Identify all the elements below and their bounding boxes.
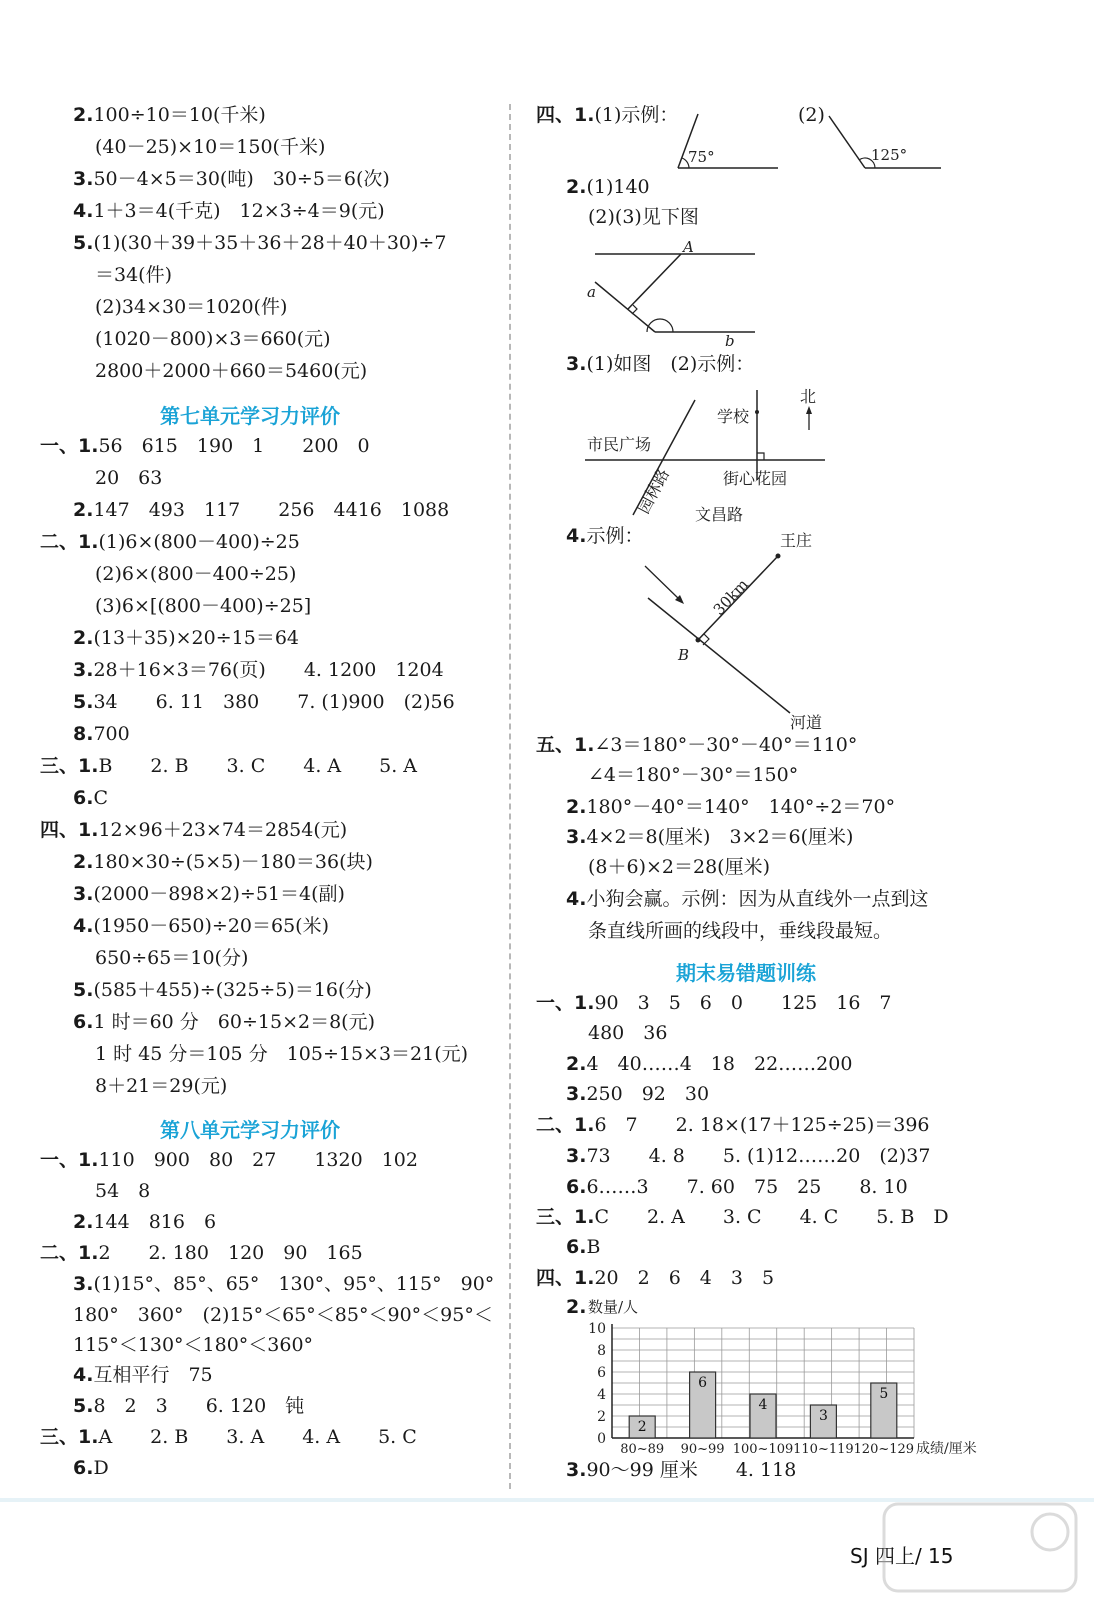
left-answer-line <box>73 1455 109 1481</box>
town-label: 王庄 <box>780 531 813 550</box>
left-answer-line <box>40 753 417 779</box>
answer-text: 28＋16×3＝76(页) 4. 1200 1204 <box>93 659 444 681</box>
left-answer-line <box>40 817 347 843</box>
point-b-label: B <box>678 646 690 664</box>
left-answer-line <box>95 326 331 352</box>
right-answer-line <box>536 990 892 1016</box>
item-number: 3. <box>566 1083 587 1105</box>
item-number: 二、1. <box>536 1114 595 1136</box>
bar-chart <box>560 1296 980 1456</box>
left-answer-line <box>73 1332 313 1358</box>
left-answer-line <box>73 1009 375 1035</box>
item-number: 5. <box>73 979 94 1001</box>
left-answer-line <box>95 593 311 619</box>
bar-value-label: 5 <box>879 1386 889 1402</box>
north-label: 北 <box>800 387 817 406</box>
answer-text: (2000－898×2)÷51＝4(副) <box>93 883 345 905</box>
left-answer-line <box>40 433 370 459</box>
left-answer-line <box>73 881 345 907</box>
item-number: 2. <box>73 499 94 521</box>
item-number: 3. <box>73 659 94 681</box>
item-number: 3. <box>73 1273 94 1295</box>
answer-text: 250 92 30 <box>586 1083 710 1105</box>
left-answer-line <box>73 657 444 683</box>
item-number: 4. <box>73 200 94 222</box>
y-tick-label: 6 <box>597 1365 606 1381</box>
item-number: 四、1. <box>536 104 595 126</box>
left-answer-line <box>73 913 329 939</box>
answer-text: (2) <box>798 104 825 126</box>
item-number: 8. <box>73 723 94 745</box>
item-number: 一、1. <box>40 435 99 457</box>
answer-text: 180°－40°＝140° 140°÷2＝70° <box>586 796 896 818</box>
answer-text: 1＋3＝4(千克) 12×3÷4＝9(元) <box>93 200 385 222</box>
item-number: 一、1. <box>536 992 595 1014</box>
answer-text: ∠4＝180°－30°＝150° <box>588 764 799 786</box>
right-answer-line <box>566 824 853 850</box>
angle-75-figure <box>672 110 782 174</box>
section-heading: 第七单元学习力评价 <box>160 404 340 428</box>
answer-text: 54 8 <box>95 1180 151 1202</box>
road1-label: 园林路 <box>633 465 674 517</box>
item-number: 3. <box>566 353 587 375</box>
y-tick-label: 4 <box>597 1387 606 1403</box>
answer-text: D <box>93 1457 109 1479</box>
answer-text: (1)如图 (2)示例： <box>586 353 755 375</box>
right-answer-line <box>566 1081 709 1107</box>
answer-text: 650÷65＝10(分) <box>95 947 249 969</box>
answer-text: 110 900 80 27 1320 102 <box>98 1149 418 1171</box>
answer-text: (40－25)×10＝150(千米) <box>95 136 326 158</box>
answer-text: (2)34×30＝1020(件) <box>95 296 288 318</box>
left-answer-line <box>73 785 108 811</box>
right-answer-line <box>798 102 825 128</box>
left-answer-line <box>73 625 299 651</box>
item-number: 6. <box>73 1457 94 1479</box>
item-number: 2. <box>73 851 94 873</box>
angle-125-label: 125° <box>871 146 908 164</box>
answer-text: 700 <box>93 723 130 745</box>
right-answer-line <box>588 918 892 944</box>
answer-text: 50－4×5＝30(吨) 30÷5＝6(次) <box>93 168 390 190</box>
bar-value-label: 4 <box>758 1397 768 1413</box>
y-tick-label: 2 <box>597 1409 606 1425</box>
angle-125-figure <box>825 110 945 174</box>
item-number: 三、1. <box>40 755 99 777</box>
right-answer-line <box>566 794 895 820</box>
item-number: 5. <box>73 691 94 713</box>
watermark-logo <box>880 1500 1080 1595</box>
answer-text: (2)(3)见下图 <box>588 206 699 228</box>
answer-text: 2 2. 180 120 90 165 <box>98 1242 363 1264</box>
answer-text: 90 3 5 6 0 125 16 7 <box>594 992 892 1014</box>
answer-text: (1)(30＋39＋35＋36＋28＋40＋30)÷7 <box>93 232 447 254</box>
label-A: A <box>683 238 694 256</box>
left-answer-line <box>40 1240 363 1266</box>
item-number: 二、1. <box>40 1242 99 1264</box>
left-answer-line <box>95 358 367 384</box>
answer-text: C 2. A 3. C 4. C 5. B D <box>594 1206 949 1228</box>
y-axis-label: 数量/人 <box>588 1298 639 1316</box>
school-label: 学校 <box>717 407 750 426</box>
item-number: 四、1. <box>536 1267 595 1289</box>
answer-text: 1 时 45 分＝105 分 105÷15×3＝21(元) <box>95 1043 469 1065</box>
left-answer-line <box>40 1424 417 1450</box>
river-label: 河道 <box>790 713 823 732</box>
answer-text: (1950－650)÷20＝65(米) <box>93 915 329 937</box>
item-number: 4. <box>73 915 94 937</box>
x-tick-label: 100~109 <box>732 1442 794 1456</box>
right-answer-line <box>536 732 857 758</box>
left-answer-line <box>73 230 446 256</box>
y-tick-label: 0 <box>597 1431 606 1447</box>
answer-text: 20 2 6 4 3 5 <box>594 1267 775 1289</box>
answer-text: 条直线所画的线段中，垂线段最短。 <box>588 920 893 942</box>
item-number: 2. <box>566 796 587 818</box>
item-number: 五、1. <box>536 734 595 756</box>
answer-text: 180° 360° (2)15°＜65°＜85°＜90°＜95°＜ <box>73 1304 493 1326</box>
item-number: 5. <box>73 232 94 254</box>
right-answer-line <box>536 1265 774 1291</box>
item-number: 3. <box>566 1145 587 1167</box>
page-label: SJ 四上/ 15 <box>850 1544 954 1568</box>
left-answer-line <box>73 198 385 224</box>
right-answer-line <box>566 886 928 912</box>
item-number: 2. <box>73 104 94 126</box>
left-answer-line <box>95 1041 468 1067</box>
answer-text: 34 6. 11 380 7. (1)900 (2)56 <box>93 691 455 713</box>
bar-value-label: 2 <box>637 1419 647 1435</box>
answer-text: 4×2＝8(厘米) 3×2＝6(厘米) <box>586 826 854 848</box>
x-axis-label: 成绩/厘米 <box>916 1441 977 1456</box>
left-answer-line <box>73 1271 494 1297</box>
answer-text: 6 7 2. 18×(17＋125÷25)＝396 <box>594 1114 930 1136</box>
river-figure <box>640 528 840 733</box>
answer-text: (13＋35)×20÷15＝64 <box>93 627 300 649</box>
right-answer-line <box>566 1174 908 1200</box>
answer-text: 180×30÷(5×5)－180＝36(块) <box>93 851 373 873</box>
item-number: 2. <box>73 1211 94 1233</box>
answer-text: 115°＜130°＜180°＜360° <box>73 1334 314 1356</box>
answer-text: 1 时＝60 分 60÷15×2＝8(元) <box>93 1011 375 1033</box>
answer-text: 56 615 190 1 200 0 <box>98 435 370 457</box>
item-number: 2. <box>566 1296 587 1318</box>
answer-text: B 2. B 3. C 4. A 5. A <box>98 755 418 777</box>
item-number: 四、1. <box>40 819 99 841</box>
road2-label: 文昌路 <box>695 505 744 524</box>
left-answer-line <box>73 1302 493 1328</box>
left-answer-line <box>40 1147 418 1173</box>
right-answer-line <box>566 174 650 200</box>
item-number: 一、1. <box>40 1149 99 1171</box>
answer-text: 8 2 3 6. 120 钝 <box>93 1395 305 1417</box>
answer-text: 12×96＋23×74＝2854(元) <box>98 819 348 841</box>
answer-text: B <box>586 1236 601 1258</box>
item-number: 3. <box>566 826 587 848</box>
section-heading: 第八单元学习力评价 <box>160 1118 340 1142</box>
answer-text: 8＋21＝29(元) <box>95 1075 228 1097</box>
left-answer-line <box>73 849 373 875</box>
item-number: 4. <box>73 1364 94 1386</box>
angle-75-label: 75° <box>688 148 715 166</box>
answer-text: (1020－800)×3＝660(元) <box>95 328 331 350</box>
left-answer-line <box>73 721 130 747</box>
answer-text: (1)6×(800－400)÷25 <box>98 531 300 553</box>
x-tick-label: 80~89 <box>620 1442 665 1456</box>
right-answer-line <box>536 1112 930 1138</box>
left-answer-line <box>95 465 162 491</box>
answer-text: 6……3 7. 60 75 25 8. 10 <box>586 1176 908 1198</box>
answer-text: (2)6×(800－400÷25) <box>95 563 297 585</box>
x-tick-label: 120~129 <box>853 1442 915 1456</box>
answer-text: (8＋6)×2＝28(厘米) <box>588 856 771 878</box>
item-number: 3. <box>73 168 94 190</box>
left-answer-line <box>40 529 300 555</box>
item-number: 6. <box>73 1011 94 1033</box>
right-answer-line <box>536 102 678 128</box>
answer-text: (1)140 <box>586 176 650 198</box>
plaza-label: 市民广场 <box>587 435 652 454</box>
label-b: b <box>725 332 735 348</box>
item-number: 6. <box>566 1176 587 1198</box>
map-figure <box>585 380 835 525</box>
item-number: 5. <box>73 1395 94 1417</box>
item-number: 3. <box>566 1459 587 1481</box>
left-answer-line <box>95 561 296 587</box>
answer-text: 互相平行 75 <box>93 1364 213 1386</box>
answer-text: 2800＋2000＋660＝5460(元) <box>95 360 368 382</box>
answer-text: 20 63 <box>95 467 163 489</box>
right-answer-line <box>566 523 643 549</box>
garden-label: 街心花园 <box>723 469 788 488</box>
left-answer-line <box>73 497 449 523</box>
answer-text: A 2. B 3. A 4. A 5. C <box>98 1426 417 1448</box>
left-answer-line <box>73 102 266 128</box>
left-answer-line <box>95 1073 227 1099</box>
column-divider <box>509 104 511 1489</box>
item-number: 2. <box>566 176 587 198</box>
left-answer-line <box>73 977 372 1003</box>
right-answer-line <box>566 1234 600 1260</box>
bar-value-label: 6 <box>698 1375 708 1391</box>
item-number: 2. <box>566 1053 587 1075</box>
item-number: 4. <box>566 888 587 910</box>
answer-text: (1)15°、85°、65° 130°、95°、115° 90° <box>93 1273 495 1295</box>
left-answer-line <box>73 689 455 715</box>
left-answer-line <box>95 134 325 160</box>
section-heading: 期末易错题训练 <box>676 961 816 985</box>
right-answer-line <box>566 1457 796 1483</box>
answer-text: 示例： <box>586 525 644 547</box>
y-tick-label: 10 <box>588 1321 606 1337</box>
item-number: 6. <box>73 787 94 809</box>
distance-label: 30km <box>709 575 752 619</box>
lines-figure <box>585 236 765 348</box>
left-answer-line <box>73 1393 304 1419</box>
answer-text: (3)6×[(800－400)÷25] <box>95 595 312 617</box>
left-answer-line <box>73 1362 213 1388</box>
right-answer-line <box>588 1020 667 1046</box>
left-answer-line <box>95 1178 150 1204</box>
bar-value-label: 3 <box>818 1408 828 1424</box>
right-answer-line <box>588 762 798 788</box>
right-answer-line <box>588 854 770 880</box>
answer-text: 100÷10＝10(千米) <box>93 104 266 126</box>
answer-text: 4 40……4 18 22……200 <box>586 1053 853 1075</box>
label-a: a <box>587 283 596 301</box>
right-answer-line <box>566 1143 930 1169</box>
left-answer-line <box>95 294 287 320</box>
answer-text: ∠3＝180°－30°－40°＝110° <box>594 734 858 756</box>
right-answer-line <box>536 1204 949 1230</box>
left-answer-line <box>95 262 172 288</box>
right-answer-line <box>566 351 754 377</box>
answer-text: 480 36 <box>588 1022 668 1044</box>
left-answer-line <box>73 166 390 192</box>
item-number: 2. <box>73 627 94 649</box>
item-number: 6. <box>566 1236 587 1258</box>
item-number: 二、1. <box>40 531 99 553</box>
item-number: 4. <box>566 525 587 547</box>
right-answer-line <box>566 1051 852 1077</box>
answer-text: 小狗会赢。示例：因为从直线外一点到这 <box>586 888 929 910</box>
item-number: 三、1. <box>536 1206 595 1228</box>
item-number: 三、1. <box>40 1426 99 1448</box>
answer-text: 90～99 厘米 4. 118 <box>586 1459 797 1481</box>
answer-text: C <box>93 787 108 809</box>
x-tick-label: 110~119 <box>793 1442 854 1456</box>
y-tick-label: 8 <box>597 1343 606 1359</box>
item-number: 3. <box>73 883 94 905</box>
answer-text: 144 816 6 <box>93 1211 217 1233</box>
x-tick-label: 90~99 <box>680 1442 725 1456</box>
answer-text: ＝34(件) <box>95 264 173 286</box>
answer-text: (585＋455)÷(325÷5)＝16(分) <box>93 979 372 1001</box>
answer-text: (1)示例： <box>594 104 679 126</box>
answer-text: 147 493 117 256 4416 1088 <box>93 499 450 521</box>
answer-text: 73 4. 8 5. (1)12……20 (2)37 <box>586 1145 931 1167</box>
left-answer-line <box>73 1209 216 1235</box>
left-answer-line <box>95 945 248 971</box>
right-answer-line <box>588 204 699 230</box>
